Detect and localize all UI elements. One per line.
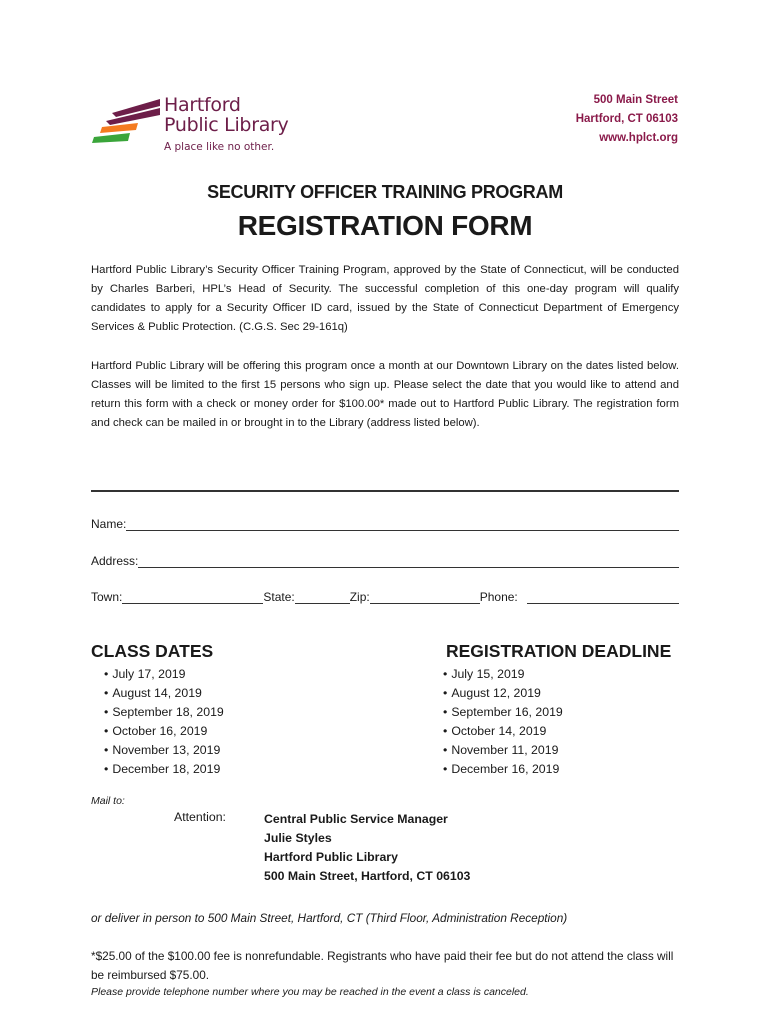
- deadline-item: • July 15, 2019: [443, 665, 563, 684]
- deadline-item: • September 16, 2019: [443, 703, 563, 722]
- intro-paragraph-2: Hartford Public Library will be offering this program once a month at our Downtown Library on the dates listed below. Classes will be limited to the first 15 persons who sign up. Please select the date that you would like to attend and return this form with a check or money order for $100.00* made out to Hartford Public Library. The registration form and check can be mailed in or brought in to the Library (address listed below).: [91, 360, 679, 429]
- registration-deadline-heading: REGISTRATION DEADLINE: [446, 641, 672, 661]
- class-date-item: • December 18, 2019: [104, 760, 224, 779]
- zip-field[interactable]: [370, 590, 480, 604]
- address-row: [91, 552, 679, 568]
- phone-field[interactable]: [527, 590, 679, 604]
- mail-line: 500 Main Street, Hartford, CT 06103: [264, 869, 471, 883]
- name-field[interactable]: [126, 517, 679, 531]
- library-address: [576, 91, 678, 148]
- zip-label: Zip:: [349, 590, 370, 604]
- state-label: State:: [263, 590, 295, 604]
- intro-paragraph-1: Hartford Public Library’s Security Officer Training Program, approved by the State of Connecticut, will be conducted by Charles Barberi, HPL’s Head of Security. The successful completion of this one-day program will qualify candidates to apply for a Security Officer ID card, issued by the State of Connecticut Department of Emergency Services & Public Protection. (C.G.S. Sec 29-161q): [91, 264, 679, 333]
- class-date-item: • July 17, 2019: [104, 665, 224, 684]
- address-field[interactable]: [138, 554, 679, 568]
- class-dates-list: [104, 665, 224, 779]
- mail-line: Hartford Public Library: [264, 850, 398, 864]
- deadline-list: [443, 665, 563, 779]
- deadline-item: • October 14, 2019: [443, 722, 563, 741]
- class-date-item: • September 18, 2019: [104, 703, 224, 722]
- town-row: [91, 588, 679, 604]
- logo-line1: Hartford: [164, 94, 241, 116]
- class-date-item: • August 14, 2019: [104, 684, 224, 703]
- class-date-item: • November 13, 2019: [104, 741, 224, 760]
- address-label: Address:: [91, 554, 139, 568]
- name-label: Name:: [91, 517, 127, 531]
- logo-mark-icon: [92, 97, 164, 149]
- name-row: [91, 515, 679, 531]
- address-city: Hartford, CT 06103: [575, 113, 678, 125]
- address-street: 500 Main Street: [593, 94, 678, 106]
- deadline-item: • December 16, 2019: [443, 760, 563, 779]
- deliver-note: or deliver in person to 500 Main Street, Hartford, CT (Third Floor, Administration Reception): [91, 911, 568, 925]
- mail-to-label: Mail to:: [91, 795, 125, 807]
- deadline-item: • November 11, 2019: [443, 741, 563, 760]
- logo-line2: Public Library: [164, 114, 289, 136]
- phone-note: Please provide telephone number where you may be reached in the event a class is canceled.: [91, 986, 529, 998]
- library-logo: [92, 95, 312, 157]
- phone-label: Phone:: [479, 590, 518, 604]
- mail-line: Central Public Service Manager: [264, 812, 448, 826]
- deadline-item: • August 12, 2019: [443, 684, 563, 703]
- town-field[interactable]: [122, 590, 263, 604]
- class-date-item: • October 16, 2019: [104, 722, 224, 741]
- class-dates-heading: CLASS DATES: [91, 641, 214, 661]
- address-website: www.hplct.org: [599, 132, 678, 144]
- mail-line: Julie Styles: [264, 831, 332, 845]
- town-label: Town:: [91, 590, 123, 604]
- page-title: REGISTRATION FORM: [237, 210, 533, 241]
- attention-label: Attention:: [174, 810, 226, 824]
- program-subtitle: SECURITY OFFICER TRAINING PROGRAM: [207, 182, 563, 202]
- logo-tagline: A place like no other.: [164, 141, 275, 153]
- mailing-address-block: [264, 810, 470, 886]
- fee-note: *$25.00 of the $100.00 fee is nonrefundable. Registrants who have paid their fee but do not attend the class will be reimbursed $75.00.: [91, 949, 674, 982]
- state-field[interactable]: [295, 590, 350, 604]
- section-divider: [91, 490, 679, 492]
